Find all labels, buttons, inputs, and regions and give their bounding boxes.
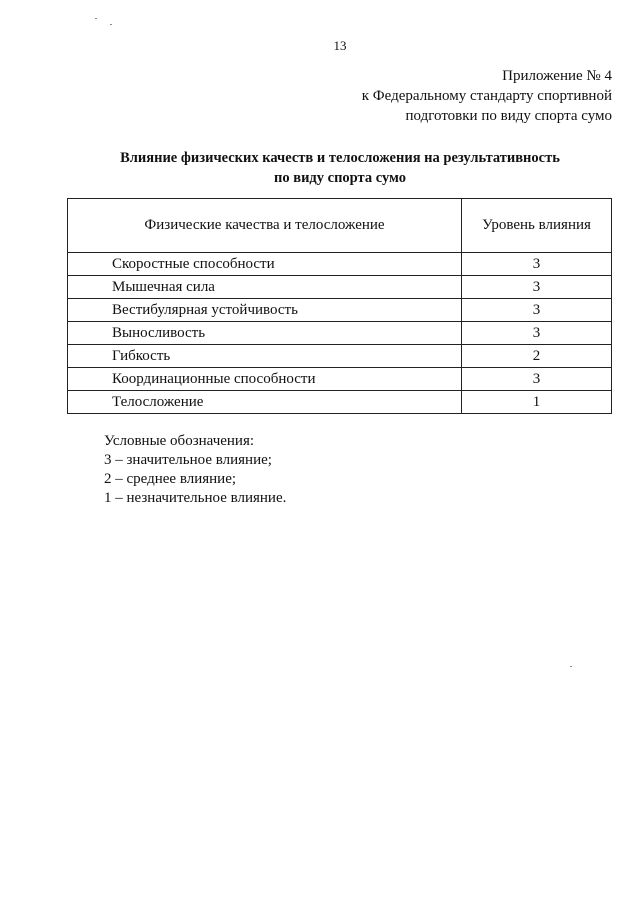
appendix-header [362,66,612,126]
column-header-level: Уровень влияния [462,199,612,253]
title-line: Влияние физических качеств и телосложения на результативность [120,150,560,166]
legend-item: 2 – среднее влияние; [104,471,237,487]
quality-cell: Скоростные способности [68,253,462,276]
legend-title: Условные обозначения: [104,433,255,449]
quality-cell: Гибкость [68,345,462,368]
table-row [68,299,612,322]
level-cell: 2 [462,345,612,368]
level-cell: 3 [462,368,612,391]
legend-item: 3 – значительное влияние; [104,452,272,468]
page-number: 13 [333,38,347,53]
quality-cell: Выносливость [68,322,462,345]
quality-cell: Координационные способности [68,368,462,391]
appendix-line: Приложение № 4 [502,68,612,84]
legend [104,432,286,508]
level-cell: 3 [462,299,612,322]
table-row [68,368,612,391]
quality-cell: Телосложение [68,391,462,414]
qualities-table [67,198,612,414]
level-cell: 3 [462,253,612,276]
document-title [0,148,640,188]
level-cell: 1 [462,391,612,414]
table-row [68,345,612,368]
quality-cell: Мышечная сила [68,276,462,299]
table-row [68,322,612,345]
table-header-row [68,199,612,253]
quality-cell: Вестибулярная устойчивость [68,299,462,322]
level-cell: 3 [462,276,612,299]
title-line: по виду спорта сумо [274,170,406,186]
scan-speck [570,666,572,667]
table-row [68,253,612,276]
level-cell: 3 [462,322,612,345]
table-row [68,276,612,299]
table-row [68,391,612,414]
column-header-quality: Физические качества и телосложение [68,199,462,253]
scan-speck [110,24,112,25]
appendix-line: подготовки по виду спорта сумо [405,108,612,124]
appendix-line: к Федеральному стандарту спортивной [361,88,612,104]
scan-speck [95,18,97,19]
legend-item: 1 – незначительное влияние. [104,490,287,506]
